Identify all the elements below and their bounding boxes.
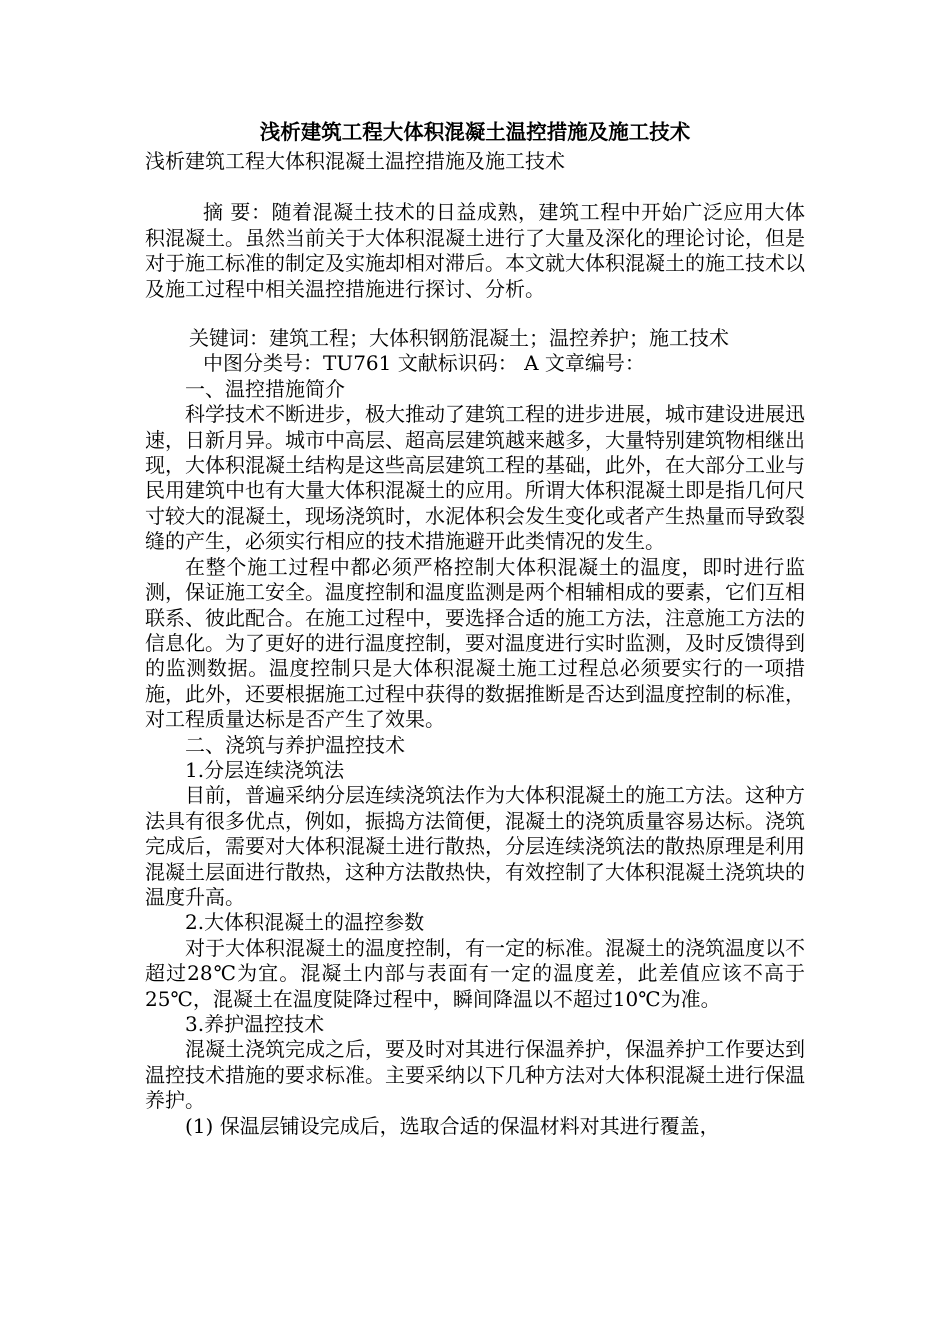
list-item: (1) 保温层铺设完成后，选取合适的保温材料对其进行覆盖， [185,1113,720,1138]
section-heading-1: 一、温控措施简介 [185,376,345,401]
keywords-line: 关键词：建筑工程；大体积钢筋混凝土；温控养护；施工技术 [189,326,729,351]
classification-line: 中图分类号：TU761 文献标识码： A 文章编号： [203,351,645,376]
body-paragraph: 在整个施工过程中都必须严格控制大体积混凝土的温度，即时进行监测，保证施工安全。温度控制和温度监测是两个相辅相成的要素，它们互相联系、彼此配合。在施工过程中，要选择合适的施工方法，注意施工方法的信息化。为了更好的进行温度控制，要对温度进行实时监测，及时反馈得到的监测数据。温度控制只是大体积混凝土施工过程总必须要实行的一项措施，此外，还要根据施工过程中获得的数据推断是否达到温度控制的标准，对工程质量达标是否产生了效果。 [145,554,805,732]
body-paragraph: 科学技术不断进步，极大推动了建筑工程的进步进展，城市建设进展迅速，日新月异。城市中高层、超高层建筑越来越多，大量特别建筑物相继出现，大体积混凝土结构是这些高层建筑工程的基础，此外，在大部分工业与民用建筑中也有大量大体积混凝土的应用。所谓大体积混凝土即是指几何尺寸较大的混凝土，现场浇筑时，水泥体积会发生变化或者产生热量而导致裂缝的产生，必须实行相应的技术措施避开此类情况的发生。 [145,402,805,554]
spacer [145,302,805,326]
subsection-heading-2: 2.大体积混凝土的温控参数 [185,910,425,935]
body-paragraph: 对于大体积混凝土的温度控制，有一定的标准。混凝土的浇筑温度以不超过28℃为宜。混凝土内部与表面有一定的温度差，此差值应该不高于25℃，混凝土在温度陡降过程中，瞬间降温以不超过10℃为准。 [145,935,805,1011]
body-paragraph: 混凝土浇筑完成之后，要及时对其进行保温养护，保温养护工作要达到温控技术措施的要求标准。主要采纳以下几种方法对大体积混凝土进行保温养护。 [145,1037,805,1113]
spacer [145,174,805,200]
document-page [145,118,805,1139]
subsection-heading-1: 1.分层连续浇筑法 [185,757,345,782]
document-subtitle: 浅析建筑工程大体积混凝土温控措施及施工技术 [145,149,565,173]
subsection-heading-3: 3.养护温控技术 [185,1012,325,1036]
document-title: 浅析建筑工程大体积混凝土温控措施及施工技术 [259,120,691,144]
abstract-paragraph: 摘 要：随着混凝土技术的日益成熟，建筑工程中开始广泛应用大体积混凝土。虽然当前关于大体积混凝土进行了大量及深化的理论讨论，但是对于施工标准的制定及实施却相对滞后。本文就大体积混凝土的施工技术以及施工过程中相关温控措施进行探讨、分析。 [145,200,805,301]
section-heading-2: 二、浇筑与养护温控技术 [185,732,405,757]
body-paragraph: 目前，普遍采纳分层连续浇筑法作为大体积混凝土的施工方法。这种方法具有很多优点，例如，振捣方法简便，混凝土的浇筑质量容易达标。浇筑完成后，需要对大体积混凝土进行散热，分层连续浇筑法的散热原理是利用混凝土层面进行散热，这种方法散热快，有效控制了大体积混凝土浇筑块的温度升高。 [145,783,805,909]
